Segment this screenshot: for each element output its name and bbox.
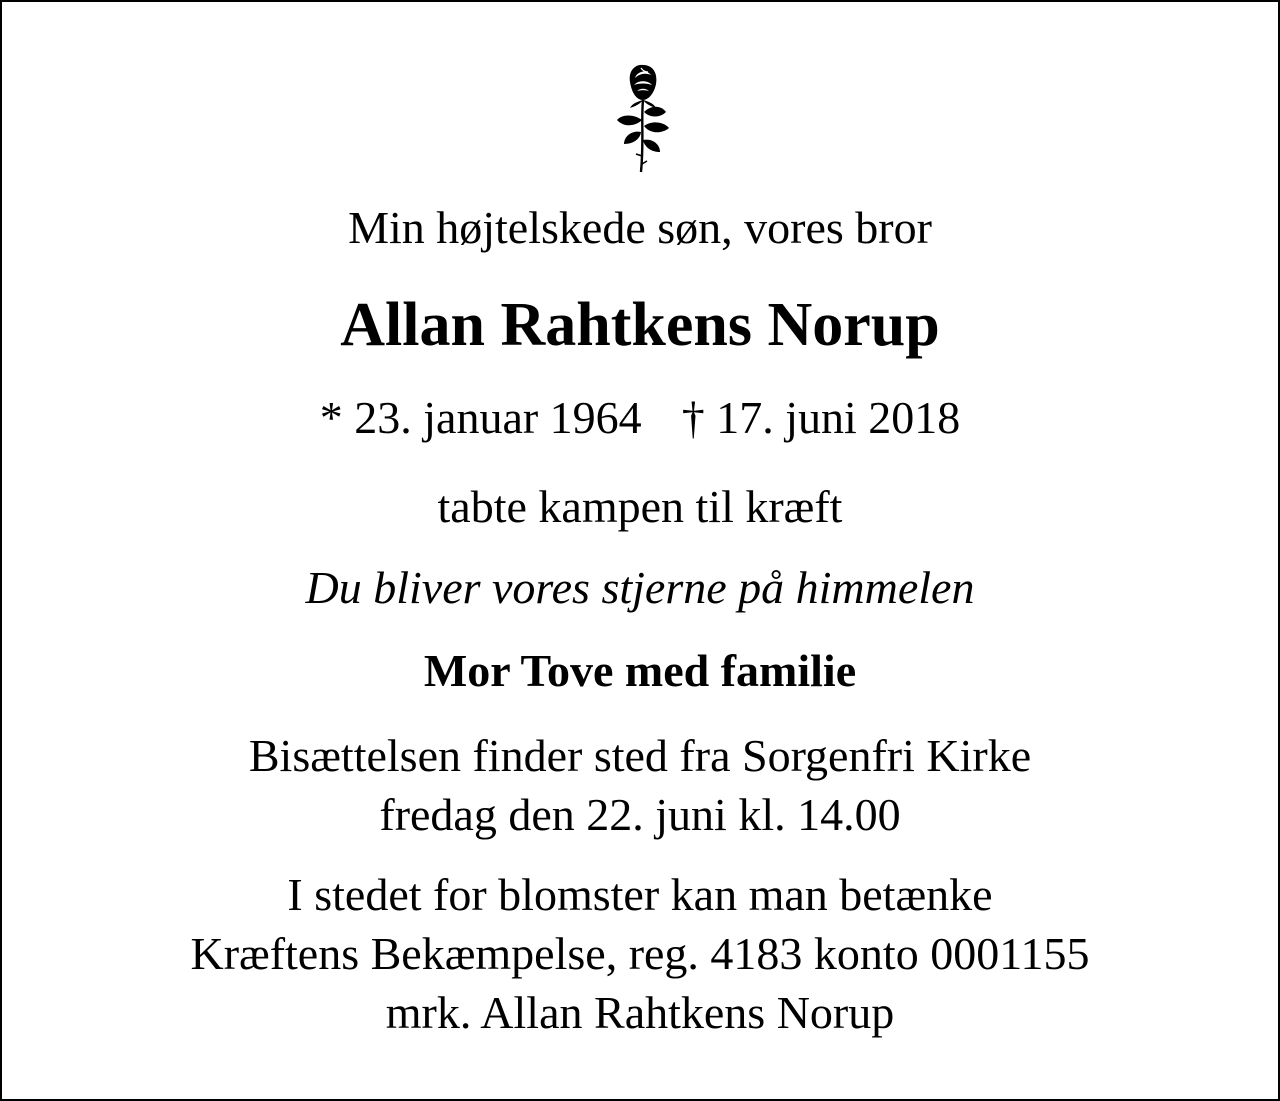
funeral-line: Bisættelsen finder sted fra Sorgenfri Kirke [248,730,1032,781]
donation-line: I stedet for blomster kan man betænke [287,869,993,920]
death-date: † 17. juni 2018 [681,392,961,443]
funeral-time: fredag den 22. juni kl. 14.00 [379,789,901,840]
deceased-name: Allan Rahtkens Norup [340,291,940,359]
cause-text: tabte kampen til kræft [437,481,843,532]
donation-account: Kræftens Bekæmpelse, reg. 4183 konto 0001155 [190,928,1090,979]
donation-reference: mrk. Allan Rahtkens Norup [385,987,895,1038]
birth-date: * 23. januar 1964 [319,392,642,443]
signed-by: Mor Tove med familie [423,645,857,696]
memorial-quote: Du bliver vores stjerne på himmelen [305,562,975,613]
life-dates [2,392,1278,443]
rose-icon [610,60,674,174]
intro-text: Min højtelskede søn, vores bror [348,202,932,253]
